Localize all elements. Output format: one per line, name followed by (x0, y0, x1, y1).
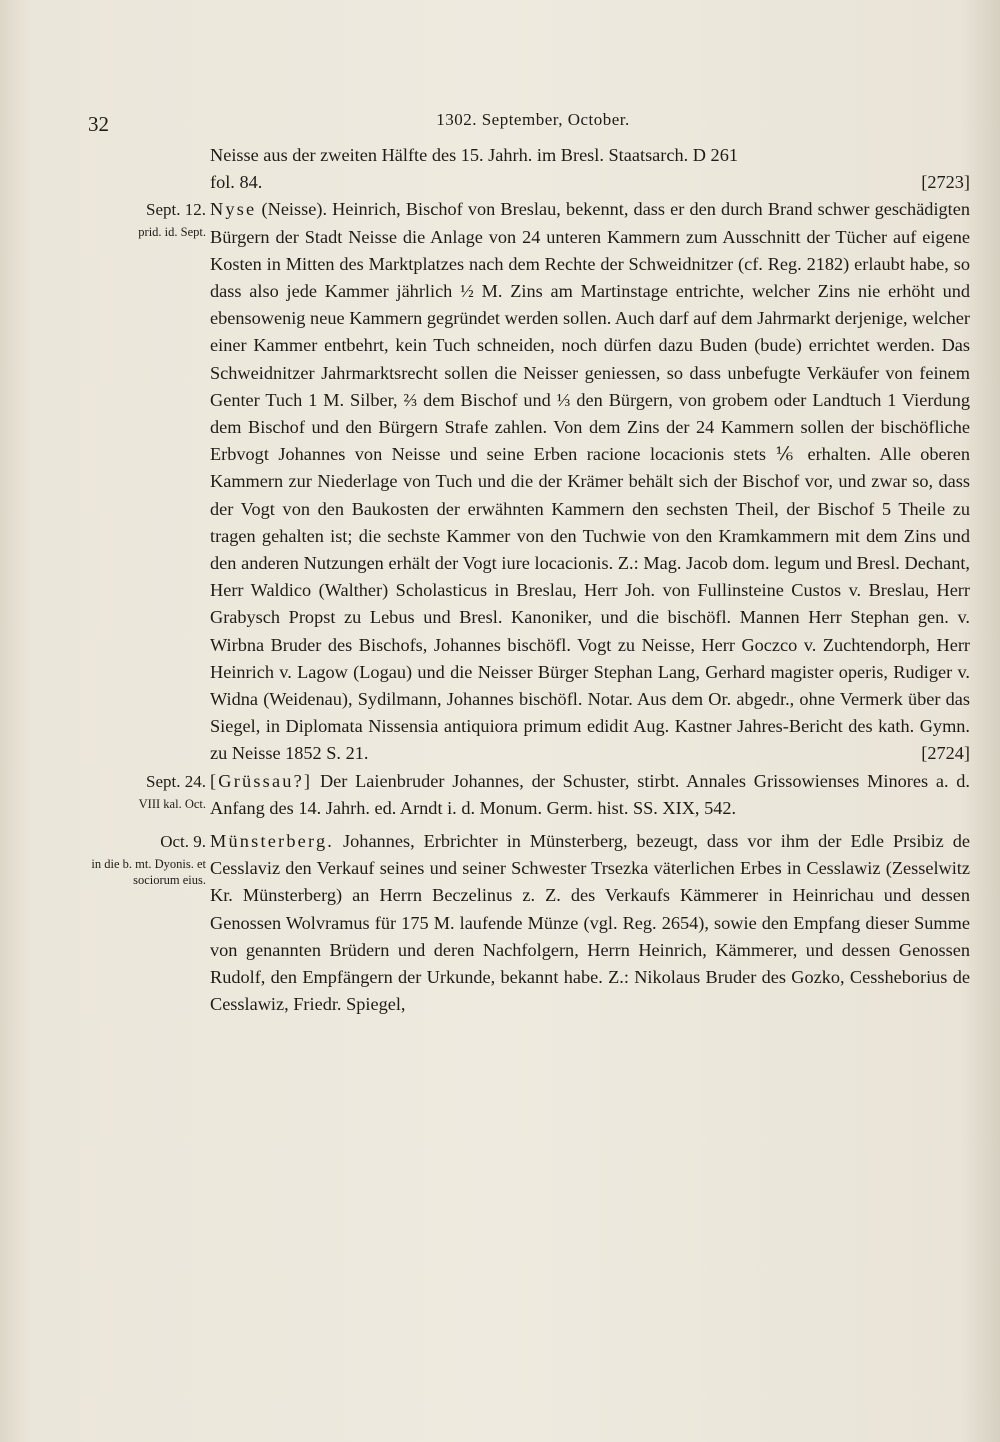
continuation-line: Neisse aus der zweiten Hälfte des 15. Jahrh. im Bresl. Staatsarch. D 261 (210, 145, 738, 165)
continuation-fol: fol. 84. (210, 172, 263, 193)
entry-grussau (88, 768, 968, 822)
page-body (88, 142, 968, 1019)
entry-date: Sept. 24. (146, 771, 206, 791)
entry-margin (88, 196, 210, 240)
register-number: [2723] (921, 172, 970, 193)
entry-place: Nyse (210, 199, 257, 220)
entry-roman-date: in die b. mt. Dyonis. et sociorum eius. (91, 857, 206, 888)
entry-roman-date: prid. id. Sept. (138, 225, 206, 240)
entry-body: (Neisse). Heinrich, Bischof von Breslau, bekennt, dass er den durch Brand schwer geschädigten Bürgern der Stadt Neisse die Anlage von 24 unteren Kammern zum Ausschnitt der Tücher auf eigene Kosten in Mitten des Marktplatzes nach dem Rechte der Schweidnitzer (cf. Reg. 2182) erlaubt habe, so dass also jede Kammer jährlich ½ M. Zins am Martinstage entrichte, welcher Zins nie erhöht und ebensowenig neue Kammern gegründet werden sollen. Auch darf auf dem Jahrmarkt derjenige, welcher einer Kammer entbehrt, kein Tuch schneiden, noch dürfen dazu Buden (bude) errichtet werden. Das Schweidnitzer Jahrmarktsrecht sollen die Neisser geniessen, so dass unbefugte Verkäufer von feinem Genter Tuch 1 M. Silber, ⅔ dem Bischof und ⅓ den Bürgern, von grobem oder Landtuch 1 Vierdung dem Bischof und den Bürgern Strafe zahlen. Von dem Zins der 24 Kammern sollen der bischöfliche Erbvogt Johannes von Neisse und seine Erben racione locacionis stets ⅙ erhalten. Alle oberen Kammern zur Niederlage von Tuch und die der Krämer behält sich der Bischof vor, und zwar so, dass der Vogt von den Baukosten der erwähnten Kammern den sechsten Theil, der Bischof 5 Theile zu tragen gehalten ist; die sechste Kammer von den Tuchwie von den Kramkammern mit dem Zins und den anderen Nutzungen erhält der Vogt iure locacionis. Z.: Mag. Jacob dom. legum und Bresl. Dechant, Herr Waldico (Walther) Scholasticus in Breslau, Herr Joh. von Fullinsteine Custos v. Breslau, Herr Grabysch Propst zu Lebus und Bresl. Kanoniker, und die bischöfl. Mannen Herr Stephan gen. v. Wirbna Bruder des Bischofs, Johannes bischöfl. Vogt zu Neisse, Herr Goczco v. Zuchtendorph, Herr Heinrich v. Lagow (Logau) und die Neisser Bürger Stephan Lang, Gerhard magister operis, Rudiger v. Widna (Weidenau), Sydilmann, Johannes bischöfl. Notar. Aus dem Or. abgedr., ohne Vermerk über das Siegel, in Diplomata Nissensia antiquiora primum edidit Aug. Kastner Jahres-Bericht des kath. Gymn. zu Neisse 1852 S. 21. (210, 199, 970, 764)
entry-margin (88, 768, 210, 812)
page-header (88, 104, 938, 138)
entry-roman-date: VIII kal. Oct. (138, 796, 206, 811)
register-number: [2724] (921, 743, 970, 764)
continuation-block (88, 142, 968, 196)
continuation-line-2 (210, 169, 970, 196)
entry-body: Johannes, Erbrichter in Münsterberg, bezeugt, dass vor ihm der Edle Prsibiz de Cesslaviz den Verkauf seines und seiner Schwester Trsezka väterlichen Erbes in Cesslawiz (Zesselwitz Kr. Münsterberg) an Herrn Beczelinus z. Z. des Verkaufs Kämmerer in Heinrichau und dessen Genossen Wolvramus für 175 M. laufende Münze (vgl. Reg. 2654), sowie den Empfang dieser Summe von genannten Brüdern und deren Nachfolgern, Herrn Heinrich, Kämmerer, und dessen Genossen Rudolf, den Empfängern der Urkunde, bekannt habe. Z.: Nikolaus Bruder des Gozko, Cessheborius de Cesslawiz, Friedr. Spiegel, (210, 831, 970, 1015)
entry-place: Münsterberg. (210, 831, 335, 852)
entry-place: [Grüssau?] (210, 770, 313, 791)
entry-date: Oct. 9. (160, 832, 206, 852)
entry-2724 (88, 196, 968, 767)
entry-text (210, 196, 970, 767)
page-number: 32 (88, 112, 109, 136)
entry-text (210, 828, 970, 1018)
entry-date: Sept. 12. (146, 200, 206, 220)
entry-margin (88, 828, 210, 888)
running-head: 1302. September, October. (436, 110, 630, 129)
entry-text (210, 768, 970, 822)
entry-munsterberg (88, 828, 968, 1018)
entry-body: Der Laienbruder Johannes, der Schuster, stirbt. Annales Grissowienses Minores a. d. Anfang des 14. Jahrh. ed. Arndt i. d. Monum. Germ. hist. SS. XIX, 542. (210, 770, 970, 818)
